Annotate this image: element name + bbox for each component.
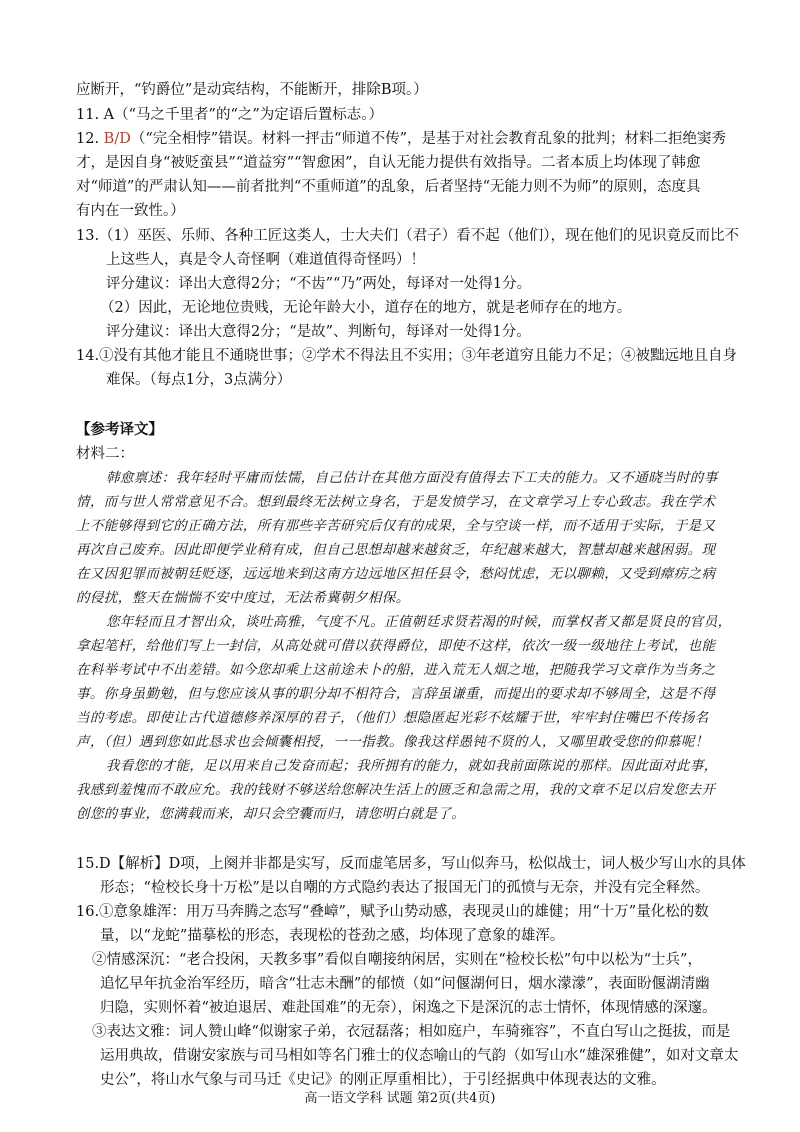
text-line: 14.①没有其他才能且不通晓世事；②学术不得法且不实用；③年老道穷且能力不足；④被黜远地且自身 [76,348,738,364]
translation-line: 事。你身虽勤勉，但与您应该从事的职分却不相符合，言辞虽谦重，而提出的要求却不够周全，这是不得 [76,686,716,702]
text-line: 才，是因自身“被贬蛮县”“道益穷”“智愈困”，自认无能力提供有效指导。二者本质上均体现了韩愈 [76,155,701,171]
translation-line: 您年轻而且才智出众，谈吐高雅，气度不凡。正值朝廷求贤若渴的时候，而掌权者又都是贤良的官员， [106,614,732,630]
text-line: 追忆早年抗金治军经历，暗含“壮志未酬”的郁愤（如“问偃湖何日，烟水濛濛”，表面盼偃湖清幽 [100,976,710,992]
answer-text: （“完全相悖”错误。材料一抨击“师道不传”，是基于对社会教育乱象的批判；材料二拒绝窦秀 [130,131,726,147]
text-line-12 [76,129,800,149]
text-line: 史公”，将山水气象与司马迁《史记》的刚正厚重相比），于引经据典中体现表达的文雅。 [100,1072,666,1088]
section-heading: 【参考译文】 [76,421,163,438]
text-line: 量，以“龙蛇”描摹松的形态，表现松的苍劲之感，均体现了意象的雄浑。 [100,928,565,944]
translation-line: 我感到羞愧而不敢应允。我的钱财不够送给您解决生活上的匮乏和急需之用，我的文章不足以启发您去开 [76,782,716,798]
translation-line: 韩愈禀述：我年轻时平庸而怯懦，自己估计在其他方面没有值得去下工夫的能力。又不通晓当时的事 [106,470,718,486]
text-line: 11. A（“马之千里者”的“之”为定语后置标志。） [76,107,384,123]
text-line: 15.D【解析】D项，上阕并非都是实写，反而虚笔居多，写山似奔马，松似战士，词人极少写山水的具体 [76,856,746,872]
translation-line: 拿起笔杆，给他们写上一封信，从高处就可借以获得爵位，即使不这样，依次一级一级地往上考试，也能 [76,638,716,654]
text-line: （2）因此，无论地位贵贱，无论年龄大小，道存在的地方，就是老师存在的地方。 [100,300,632,316]
text-line: 归隐，实则怀着“被迫退居、难赴国难”的无奈），闲逸之下是深沉的志士情怀，体现情感的深邃。 [100,1000,717,1016]
text-line: 13.（1）巫医、乐师、各种工匠这类人，士大夫们（君子）看不起（他们），现在他们的见识竟反而比不 [76,228,740,244]
text-line: ③表达文雅：词人赞山峰“似谢家子弟，衣冠磊落；相如庭户，车骑雍容”，不直白写山之挺拔，而是 [92,1024,731,1040]
text-line: 有内在一致性。） [76,203,185,219]
question-number: 12. [76,131,104,147]
translation-line: 当的考虑。即使让古代道德修养深厚的君子，（他们）想隐匿起光彩不炫耀于世，牢牢封住嘴巴不传扬名 [76,710,709,726]
translation-line: 再次自己废弃。因此即便学业稍有成，但自己思想却越来越贫乏，年纪越来越大，智慧却越来越困弱。现 [76,542,716,558]
translation-line: 我看您的才能，足以用来自己发奋而起；我所拥有的能力，就如我前面陈说的那样。因此面对此事， [106,758,718,774]
translation-line: 声，（但）遇到您如此恳求也会倾囊相授，一一指教。像我这样愚钝不贤的人，又哪里敢受您的仰慕呢！ [76,734,709,750]
text-line: 16.①意象雄浑：用万马奔腾之态写“叠嶂”，赋予山势动感，表现灵山的雄健；用“十万”量化松的数 [76,904,709,920]
page-footer: 高一语文学科 试题 第2页(共4页) [304,1091,496,1106]
translation-line: 情，而与世人常常意见不合。想到最终无法树立身名，于是发愤学习，在文章学习上专心致志。我在学术 [76,494,716,510]
translation-line: 在又因犯罪而被朝廷贬逐，远远地来到这南方边远地区担任县令，愁闷忧虑，无以聊赖，又受到瘴疠之病 [76,566,716,582]
translation-line: 在科举考试中不出差错。如今您却乘上这前途未卜的船，进入荒无人烟之地，把随我学习文章作为当务之 [76,662,716,678]
answer-highlight: B/D [103,131,131,147]
translation-line: 创您的事业，您满载而来，却只会空囊而归，请您明白就是了。 [76,806,466,822]
translation-line: 上不能够得到它的正确方法，所有那些辛苦研究后仅有的成果，全与空谈一样，而不适用于实际，于是又 [76,518,716,534]
text-line: 评分建议：译出大意得2分；“是故”、判断句，每译对一处得1分。 [106,324,531,340]
section-subheading: 材料二： [76,446,134,462]
text-line: 上这些人，真是令人奇怪啊（难道值得奇怪吗）！ [106,252,425,268]
text-line: 难保。（每点1分，3点满分） [106,372,292,388]
text-line: 形态；“检校长身十万松”是以自嘲的方式隐约表达了报国无门的孤愤与无奈，并没有完全释然。 [100,880,710,896]
translation-line: 的侵扰，整天在惴惴不安中度过，无法希冀朝夕相保。 [76,590,410,606]
text-line: 对“师道”的严肃认知——前者批判“不重师道”的乱象，后者坚持“无能力则不为师”的原则，态度具 [76,179,701,195]
text-line: 评分建议：译出大意得2分；“不齿”“乃”两处，每译对一处得1分。 [106,276,532,292]
text-line: 运用典故，借谢安家族与司马相如等名门雅士的仪态喻山的气韵（如写山水“雄深雅健”，如对文章太 [100,1048,739,1064]
text-line: ②情感深沉：“老合投闲，天教多事”看似自嘲接纳闲居，实则在“检校长松”句中以松为“士兵”， [92,952,702,968]
text-line: 应断开，“钓爵位”是动宾结构，不能断开，排除B项。） [76,82,428,98]
